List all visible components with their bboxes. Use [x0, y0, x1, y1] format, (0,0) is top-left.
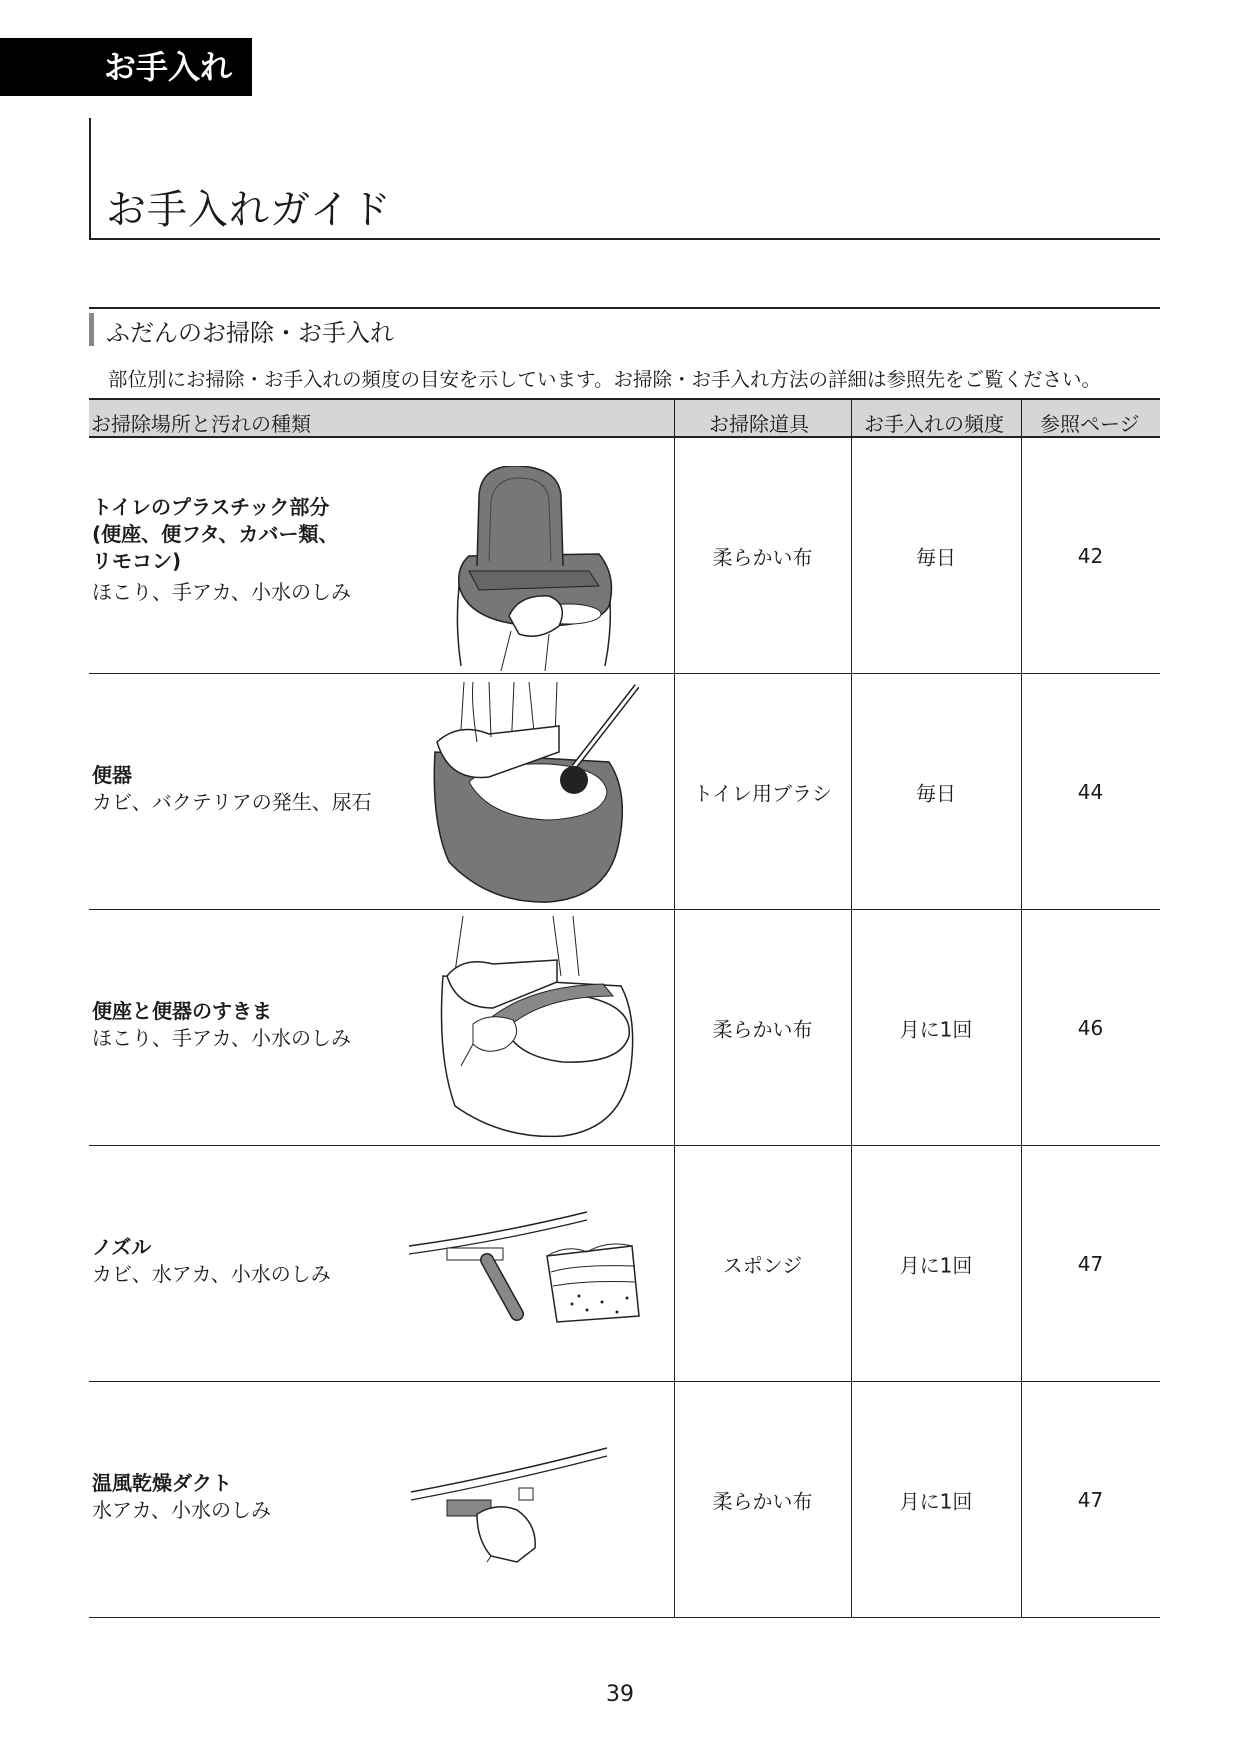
title-rule-horizontal: [89, 238, 1160, 240]
table-row: [89, 1382, 1160, 1618]
table-row: [89, 1146, 1160, 1382]
stain-type: ほこり、手アカ、小水のしみ: [92, 1026, 351, 1050]
location-name: 便器: [92, 763, 132, 787]
section-marker: [89, 313, 94, 346]
col-divider: [674, 1146, 675, 1381]
location-name: 便座と便器のすきま: [92, 999, 272, 1023]
bowl-brush-illustration: [429, 682, 639, 904]
location-name: ノズル: [92, 1235, 152, 1259]
reference-page: 47: [1077, 1251, 1104, 1276]
stain-type: ほこり、手アカ、小水のしみ: [92, 580, 351, 604]
reference-page: 44: [1077, 779, 1104, 804]
header-tool: お掃除道具: [709, 412, 809, 436]
cleaning-tool: 柔らかい布: [712, 1489, 813, 1513]
col-divider: [851, 1382, 852, 1617]
nozzle-sponge-illustration: [407, 1206, 642, 1326]
gap-wipe-illustration: [433, 916, 639, 1140]
col-divider: [851, 438, 852, 673]
cleaning-tool: 柔らかい布: [712, 545, 813, 569]
section-tab: お手入れ: [0, 38, 252, 96]
cleaning-tool: スポンジ: [722, 1253, 803, 1277]
stain-type: カビ、水アカ、小水のしみ: [92, 1262, 331, 1286]
table-row: [89, 438, 1160, 674]
col-divider: [674, 674, 675, 909]
col-divider: [1021, 1382, 1022, 1617]
col-divider: [674, 400, 675, 436]
location-name: トイレのプラスチック部分 (便座、便フタ、カバー類、 リモコン): [92, 495, 339, 573]
col-divider: [1021, 438, 1022, 673]
cleaning-frequency: 月に1回: [899, 1253, 973, 1277]
header-frequency: お手入れの頻度: [864, 412, 1004, 436]
col-divider: [674, 438, 675, 673]
stain-type: 水アカ、小水のしみ: [92, 1498, 271, 1522]
col-divider: [1021, 674, 1022, 909]
cleaning-frequency: 毎日: [916, 781, 956, 805]
table-row: [89, 910, 1160, 1146]
stain-type: カビ、バクテリアの発生、尿石: [92, 790, 372, 814]
page-title: お手入れガイド: [106, 187, 392, 233]
reference-page: 42: [1077, 543, 1104, 568]
col-divider: [851, 674, 852, 909]
reference-page: 47: [1077, 1487, 1104, 1512]
col-divider: [851, 910, 852, 1145]
title-rule-vertical: [89, 118, 91, 240]
header-page: 参照ページ: [1040, 412, 1140, 436]
col-divider: [674, 910, 675, 1145]
cleaning-guide-table: [89, 398, 1160, 1618]
col-divider: [674, 1382, 675, 1617]
col-divider: [851, 400, 852, 436]
section-heading: ふだんのお掃除・お手入れ: [106, 319, 394, 347]
table-header: [89, 398, 1160, 438]
reference-page: 46: [1077, 1015, 1104, 1040]
cleaning-frequency: 月に1回: [899, 1017, 973, 1041]
intro-text: 部位別にお掃除・お手入れの頻度の目安を示しています。お掃除・お手入れ方法の詳細は参照先をご覧ください。: [108, 368, 1101, 391]
cleaning-tool: 柔らかい布: [712, 1017, 813, 1041]
cleaning-frequency: 月に1回: [899, 1489, 973, 1513]
cleaning-tool: トイレ用ブラシ: [693, 781, 832, 805]
seat-wipe-illustration: [449, 466, 619, 671]
col-divider: [851, 1146, 852, 1381]
location-name: 温風乾燥ダクト: [92, 1471, 232, 1495]
dryer-duct-illustration: [407, 1444, 617, 1564]
page-number: 39: [606, 1682, 634, 1707]
table-row: [89, 674, 1160, 910]
col-divider: [1021, 400, 1022, 436]
col-divider: [1021, 910, 1022, 1145]
section-rule: [89, 307, 1160, 309]
col-divider: [1021, 1146, 1022, 1381]
header-location: お掃除場所と汚れの種類: [91, 412, 311, 436]
cleaning-frequency: 毎日: [916, 545, 956, 569]
